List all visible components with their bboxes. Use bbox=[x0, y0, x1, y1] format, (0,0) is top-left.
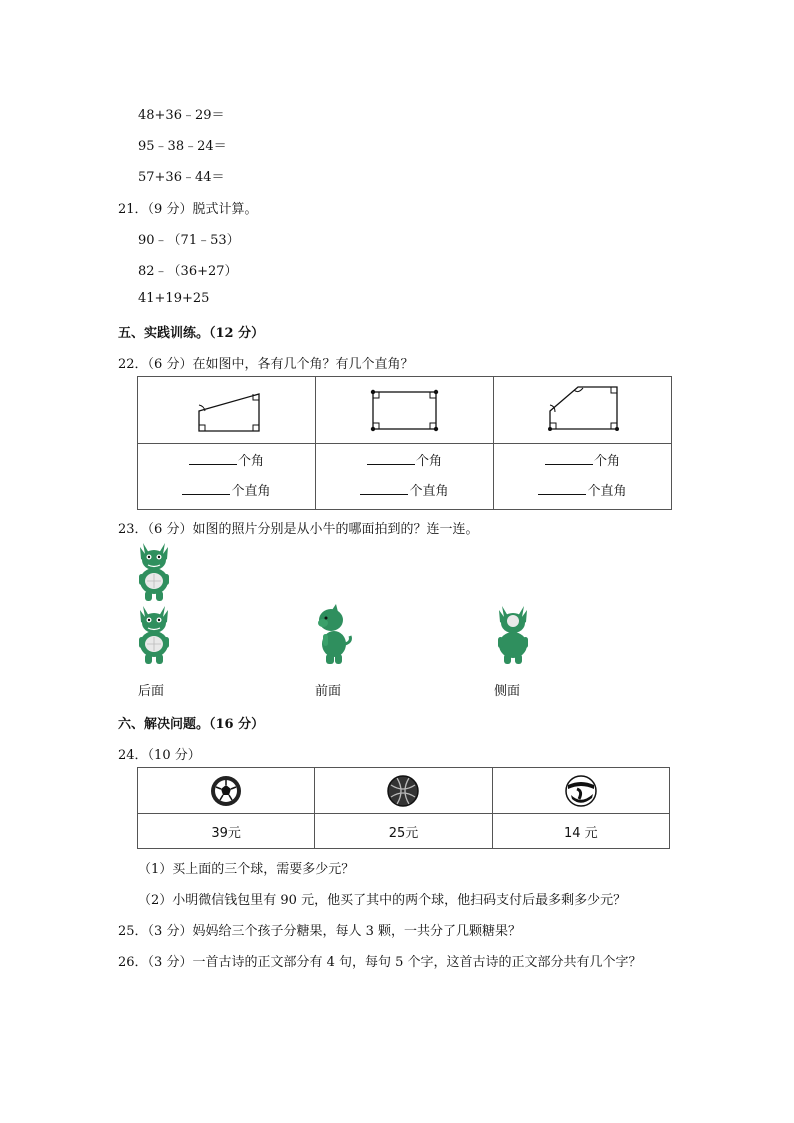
q23-title: 23．（6 分）如图的照片分别是从小牛的哪面拍到的？连一连。 bbox=[118, 522, 479, 537]
q21-line-2: 82﹣（36+27） bbox=[138, 264, 238, 279]
right-angle-suffix: 个直角 bbox=[587, 483, 627, 499]
shape-cell-3 bbox=[494, 377, 672, 444]
price-cell-1: 39元 bbox=[138, 814, 315, 849]
blank-right-angles-3[interactable] bbox=[538, 482, 586, 495]
shape-cell-1 bbox=[138, 377, 316, 444]
ball-cell-2 bbox=[315, 768, 492, 814]
blank-right-angles-1[interactable] bbox=[182, 482, 230, 495]
shape-cell-2 bbox=[316, 377, 494, 444]
price-cell-2: 25元 bbox=[315, 814, 492, 849]
blank-right-angles-2[interactable] bbox=[360, 482, 408, 495]
price-cell-3: 14 元 bbox=[492, 814, 669, 849]
calc-line-1: 48+36﹣29＝ bbox=[138, 108, 225, 123]
soccer-ball-icon bbox=[210, 775, 242, 807]
blank-angles-3[interactable] bbox=[545, 452, 593, 465]
calf-back-image bbox=[493, 604, 533, 666]
label-back[interactable]: 后面 bbox=[138, 684, 165, 699]
right-angle-suffix: 个直角 bbox=[409, 483, 449, 499]
pentagon-shape bbox=[494, 377, 671, 443]
basketball-icon bbox=[387, 775, 419, 807]
q21-line-1: 90﹣（71﹣53） bbox=[138, 233, 240, 248]
section-6-title: 六、解决问题。（16 分） bbox=[118, 717, 265, 732]
angle-suffix: 个角 bbox=[237, 453, 264, 469]
calc-line-3: 57+36﹣44＝ bbox=[138, 170, 225, 185]
q21-line-3: 41+19+25 bbox=[138, 291, 210, 306]
calc-line-2: 95﹣38﹣24＝ bbox=[138, 139, 227, 154]
answer-cell-2 bbox=[316, 444, 494, 510]
q24-sub-2: （2）小明微信钱包里有 90 元，他买了其中的两个球，他扫码支付后最多剩多少元？ bbox=[138, 893, 627, 908]
q24-title: 24．（10 分） bbox=[118, 748, 201, 763]
blank-angles-2[interactable] bbox=[367, 452, 415, 465]
answer-cell-3 bbox=[494, 444, 672, 510]
ball-cell-1 bbox=[138, 768, 315, 814]
label-front[interactable]: 前面 bbox=[315, 684, 342, 699]
angle-suffix: 个角 bbox=[415, 453, 442, 469]
q24-sub-1: （1）买上面的三个球，需要多少元？ bbox=[138, 862, 355, 877]
volleyball-icon bbox=[565, 775, 597, 807]
rectangle-shape bbox=[316, 377, 493, 443]
calf-side-image bbox=[312, 604, 356, 666]
calf-front-image bbox=[134, 604, 174, 666]
q22-shapes-table bbox=[137, 376, 672, 510]
q22-title: 22．（6 分）在如图中，各有几个角？有几个直角？ bbox=[118, 357, 414, 372]
q25-title: 25．（3 分）妈妈给三个孩子分糖果，每人 3 颗，一共分了几颗糖果？ bbox=[118, 924, 521, 939]
trapezoid-shape bbox=[138, 377, 315, 443]
blank-angles-1[interactable] bbox=[189, 452, 237, 465]
right-angle-suffix: 个直角 bbox=[231, 483, 271, 499]
answer-cell-1 bbox=[138, 444, 316, 510]
label-side[interactable]: 侧面 bbox=[494, 684, 521, 699]
ball-cell-3 bbox=[492, 768, 669, 814]
calf-front-reference-image bbox=[134, 541, 174, 603]
section-5-title: 五、实践训练。（12 分） bbox=[118, 326, 265, 341]
q26-title: 26．（3 分）一首古诗的正文部分有 4 句，每句 5 个字，这首古诗的正文部分共有几个字？ bbox=[118, 955, 642, 970]
angle-suffix: 个角 bbox=[593, 453, 620, 469]
q24-ball-prices-table bbox=[137, 767, 670, 849]
q21-title: 21．（9 分）脱式计算。 bbox=[118, 202, 258, 217]
